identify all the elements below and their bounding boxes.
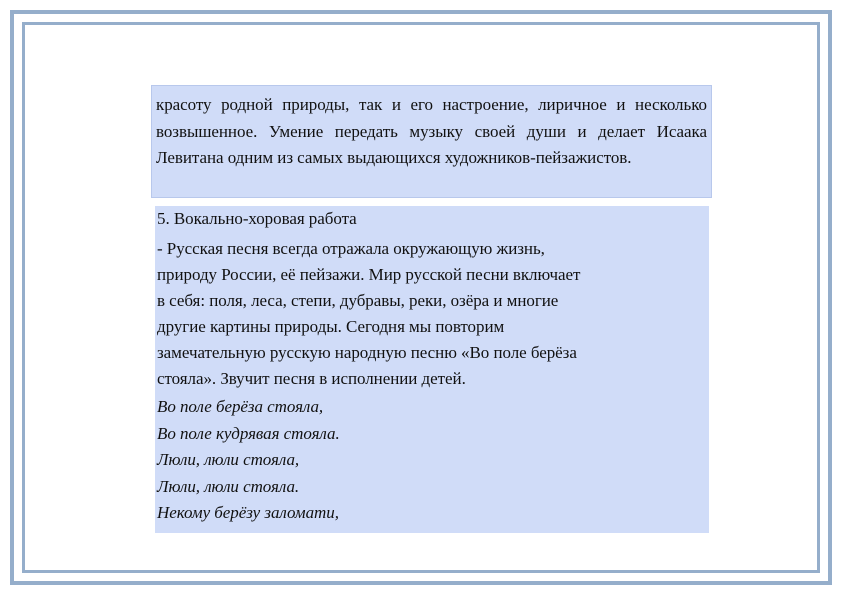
song-intro-paragraph <box>157 236 709 392</box>
lyric-line: Во поле кудрявая стояла. <box>157 423 340 443</box>
section-heading: 5. Вокально-хоровая работа <box>157 209 357 228</box>
paragraph-line: в себя: поля, леса, степи, дубравы, реки, озёра и многие <box>157 291 559 310</box>
song-lyrics <box>157 394 709 527</box>
paragraph-line: стояла». Звучит песня в исполнении детей. <box>157 369 466 388</box>
levitan-paragraph: красоту родной природы, так и его настроение, лиричное и несколько возвышенное. Умение передать музыку своей души и делает Исаака Левитана одним из самых выдающихся художников-пейзажистов. <box>156 95 707 167</box>
paragraph-line: замечательную русскую народную песню «Во поле берёза <box>157 343 577 362</box>
paragraph-line: другие картины природы. Сегодня мы повторим <box>157 317 505 336</box>
text-box-levitan <box>151 85 712 198</box>
lyric-line: Люли, люли стояла, <box>157 450 300 469</box>
lyric-line: Во поле берёза стояла, <box>157 397 324 416</box>
lyric-line: Некому берёзу заломати, <box>157 503 339 522</box>
text-box-vocal-choral <box>155 206 709 533</box>
paragraph-line: природу России, её пейзажи. Мир русской песни включает <box>157 265 581 284</box>
lyric-line: Люли, люли стояла. <box>157 476 300 496</box>
paragraph-line: - Русская песня всегда отражала окружающую жизнь, <box>157 239 545 258</box>
